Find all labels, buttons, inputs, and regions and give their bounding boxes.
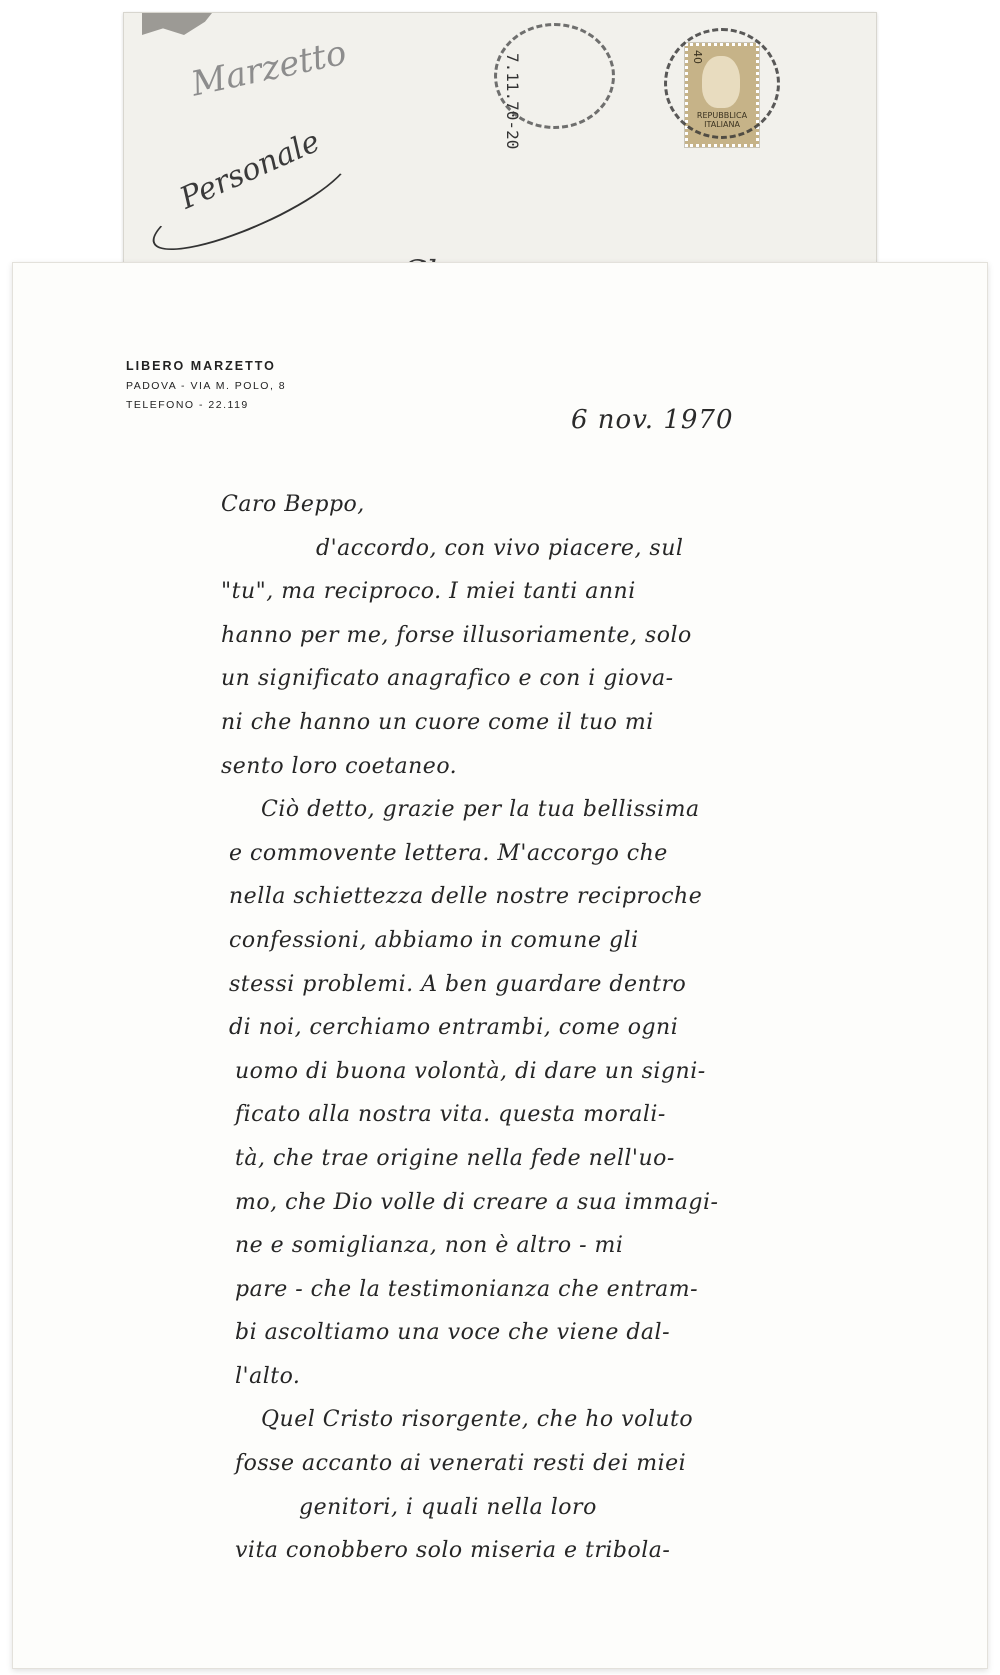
letterhead-address: PADOVA - VIA M. POLO, 8 [126, 380, 287, 392]
letter-line: tà, che trae origine nella fede nell'uo- [235, 1145, 675, 1171]
letter-line: di noi, cerchiamo entrambi, come ogni [229, 1015, 679, 1041]
letter-sheet [12, 262, 988, 1669]
letter-body [221, 483, 821, 1573]
envelope-personal-note: Personale [174, 123, 326, 217]
letterhead-phone: TELEFONO - 22.119 [126, 399, 249, 411]
letterhead-name: LIBERO MARZETTO [126, 359, 276, 373]
postmark-date: 7.11.70-20 [503, 53, 522, 150]
envelope [123, 12, 877, 294]
letter-line: ficato alla nostra vita. questa morali- [235, 1102, 666, 1128]
letter-line: uomo di buona volontà, di dare un signi- [235, 1058, 706, 1084]
letter-line: Caro Beppo, [221, 492, 365, 517]
stamp-country: REPUBBLICA ITALIANA [696, 111, 748, 129]
letter-line: bi ascoltiamo una voce che viene dal- [235, 1320, 671, 1346]
letter-line: fosse accanto ai venerati resti dei miei [235, 1451, 687, 1477]
stamp-value: 40 [691, 50, 704, 64]
letter-line: stessi problemi. A ben guardare dentro [229, 971, 687, 997]
letter-line: pare - che la testimonianza che entram- [235, 1276, 699, 1302]
letter-date: 6 nov. 1970 [571, 405, 734, 435]
letter-line: mo, che Dio volle di creare a sua immagi- [235, 1189, 719, 1215]
letter-line: un significato anagrafico e con i giova- [221, 666, 674, 692]
envelope-recipient-name: Marzetto [187, 32, 350, 105]
letter-line: ni che hanno un cuore come il tuo mi [221, 709, 654, 735]
letter-line: genitori, i quali nella loro [299, 1494, 597, 1520]
letter-line: d'accordo, con vivo piacere, sul [316, 535, 684, 561]
letter-line: vita conobbero solo miseria e tribola- [235, 1538, 671, 1564]
letter-line: nella schiettezza delle nostre reciproche [229, 884, 703, 910]
letter-line: ne e somiglianza, non è altro - mi [235, 1233, 624, 1259]
letter-line: "tu", ma reciproco. I miei tanti anni [221, 579, 636, 605]
letter-line: Quel Cristo risorgente, che ho voluto [261, 1407, 694, 1433]
letterhead [126, 359, 286, 418]
letter-line: Ciò detto, grazie per la tua bellissima [261, 797, 700, 823]
letter-line: confessioni, abbiamo in comune gli [229, 927, 639, 953]
letter-line: hanno per me, forse illusoriamente, solo [221, 622, 692, 648]
postmark-right [664, 28, 780, 139]
letter-line: sento loro coetaneo. [221, 753, 458, 779]
torn-flap [142, 13, 212, 35]
letter-line: e commovente lettera. M'accorgo che [229, 840, 668, 866]
letter-line: l'alto. [235, 1363, 301, 1389]
